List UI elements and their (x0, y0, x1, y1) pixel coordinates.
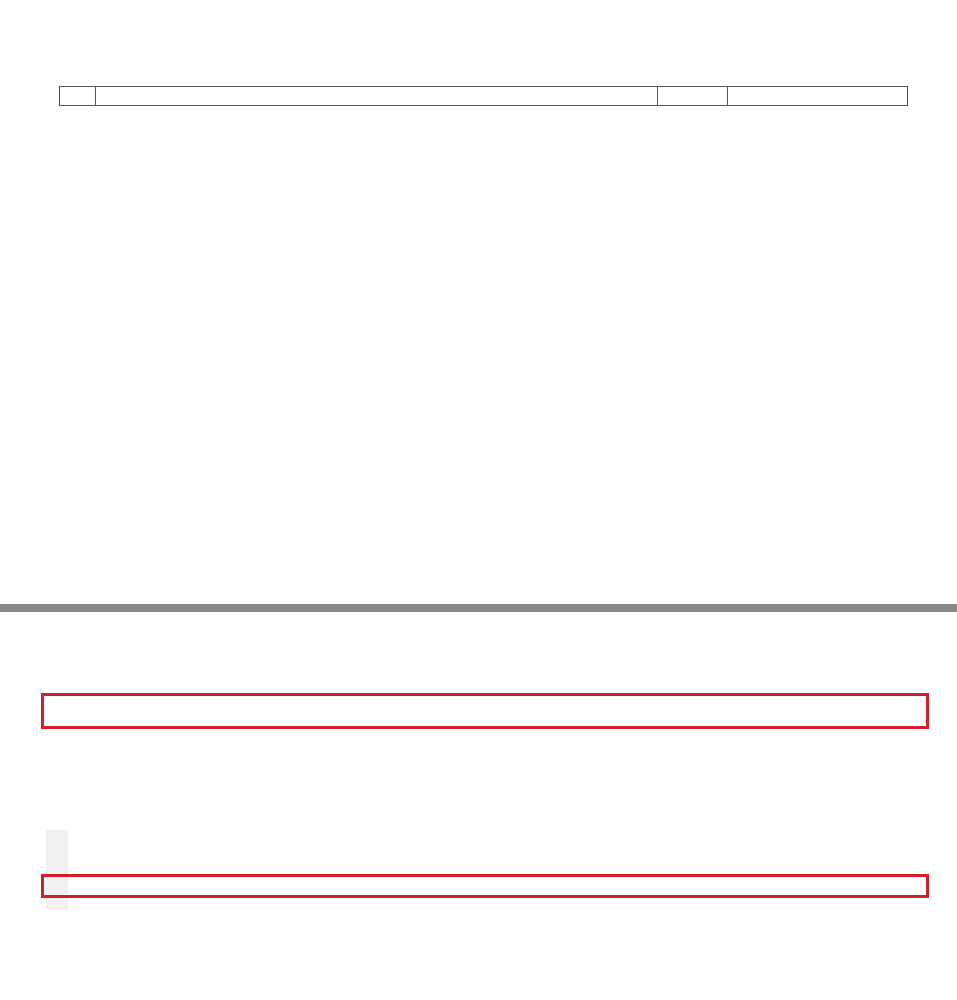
award-table (59, 86, 908, 106)
header-no (60, 87, 96, 106)
header-unit (728, 87, 908, 106)
header-author (658, 87, 728, 106)
table-header-row (60, 87, 908, 106)
header-title (96, 87, 658, 106)
watermark-smudge (46, 830, 68, 910)
page-separator (0, 604, 957, 612)
document-page-bottom (0, 612, 957, 1000)
